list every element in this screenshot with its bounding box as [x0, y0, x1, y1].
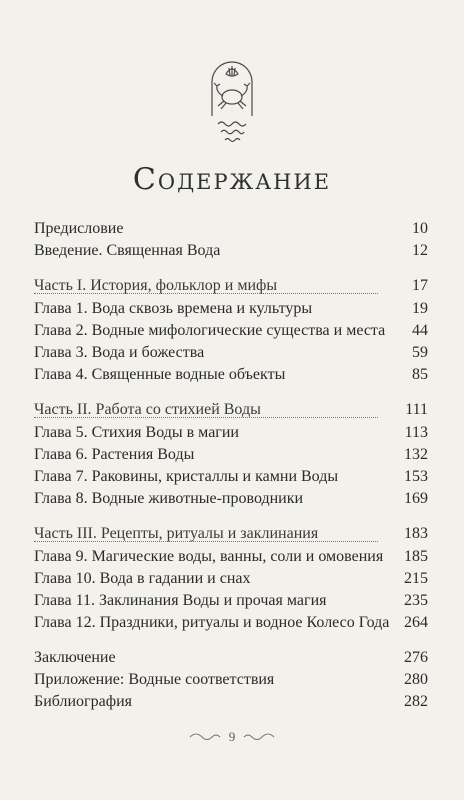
toc-entry-label: Часть II. Работа со стихией Воды: [34, 401, 261, 418]
toc-row[interactable]: [34, 546, 428, 568]
toc-page-number: 19: [412, 300, 428, 317]
toc-page-number: 59: [412, 344, 428, 361]
toc-row[interactable]: [34, 240, 428, 262]
toc-row[interactable]: [34, 218, 428, 240]
toc-row[interactable]: [34, 466, 428, 488]
toc-row[interactable]: [34, 320, 428, 342]
toc-entry-label: Глава 4. Священные водные объекты: [34, 366, 286, 383]
toc-row[interactable]: [34, 691, 428, 713]
toc-page-number: 85: [412, 366, 428, 383]
toc-entry-label: Глава 10. Вода в гадании и снах: [34, 570, 251, 587]
toc-entry-label: Часть III. Рецепты, ритуалы и заклинания: [34, 525, 319, 542]
toc-row[interactable]: [34, 568, 428, 590]
toc-page-number: 10: [412, 220, 428, 237]
table-of-contents: [34, 218, 428, 713]
toc-entry-label: Глава 6. Растения Воды: [34, 446, 195, 463]
toc-entry-label: Глава 3. Вода и божества: [34, 344, 205, 361]
toc-page-number: 264: [404, 614, 428, 631]
toc-entry-label: Глава 12. Праздники, ритуалы и водное Колесо Года: [34, 614, 390, 631]
page-footer: [186, 727, 278, 747]
section-gap: [34, 634, 428, 647]
toc-page-number: 235: [404, 592, 428, 609]
toc-page-number: 12: [412, 242, 428, 259]
toc-page-number: 183: [404, 525, 428, 542]
toc-entry-label: Глава 9. Магические воды, ванны, соли и омовения: [34, 548, 384, 565]
toc-page-number: 132: [404, 446, 428, 463]
toc-row[interactable]: [34, 422, 428, 444]
toc-entry-label: Глава 5. Стихия Воды в магии: [34, 424, 239, 441]
toc-row[interactable]: [34, 612, 428, 634]
section-gap: [34, 262, 428, 275]
crab-shell-emblem-icon: [190, 52, 274, 152]
toc-page-number: 280: [404, 671, 428, 688]
page-number: 9: [228, 729, 236, 744]
toc-page-number: 153: [404, 468, 428, 485]
toc-entry-label: Глава 11. Заклинания Воды и прочая магия: [34, 592, 327, 609]
toc-page-number: 44: [412, 322, 428, 339]
toc-entry-label: Глава 8. Водные животные-проводники: [34, 490, 304, 507]
toc-page-number: 276: [404, 649, 428, 666]
toc-row[interactable]: [34, 364, 428, 386]
toc-page-number: 169: [404, 490, 428, 507]
toc-page-number: 113: [404, 424, 428, 441]
toc-row[interactable]: [34, 342, 428, 364]
toc-entry-label: Библиография: [34, 693, 132, 710]
page-title: Содержание: [132, 162, 332, 197]
toc-row[interactable]: [34, 298, 428, 320]
toc-entry-label: Глава 1. Вода сквозь времена и культуры: [34, 300, 313, 317]
toc-page-number: 111: [405, 401, 428, 418]
section-gap: [34, 386, 428, 399]
toc-page-number: 17: [412, 277, 428, 294]
toc-entry-label: Глава 2. Водные мифологические существа и места: [34, 322, 386, 339]
toc-row[interactable]: [34, 444, 428, 466]
toc-row[interactable]: [34, 647, 428, 669]
toc-entry-label: Заключение: [34, 649, 116, 666]
toc-page-number: 282: [404, 693, 428, 710]
toc-row[interactable]: [34, 669, 428, 691]
toc-page-number: 185: [404, 548, 428, 565]
toc-entry-label: Часть I. История, фольклор и мифы: [34, 277, 278, 294]
toc-row[interactable]: [34, 488, 428, 510]
toc-row[interactable]: [34, 590, 428, 612]
toc-entry-label: Приложение: Водные соответствия: [34, 671, 275, 688]
toc-entry-label: Введение. Священная Вода: [34, 242, 221, 259]
section-gap: [34, 510, 428, 523]
toc-entry-label: Глава 7. Раковины, кристаллы и камни Воды: [34, 468, 339, 485]
toc-page-number: 215: [404, 570, 428, 587]
toc-entry-label: Предисловие: [34, 220, 124, 237]
